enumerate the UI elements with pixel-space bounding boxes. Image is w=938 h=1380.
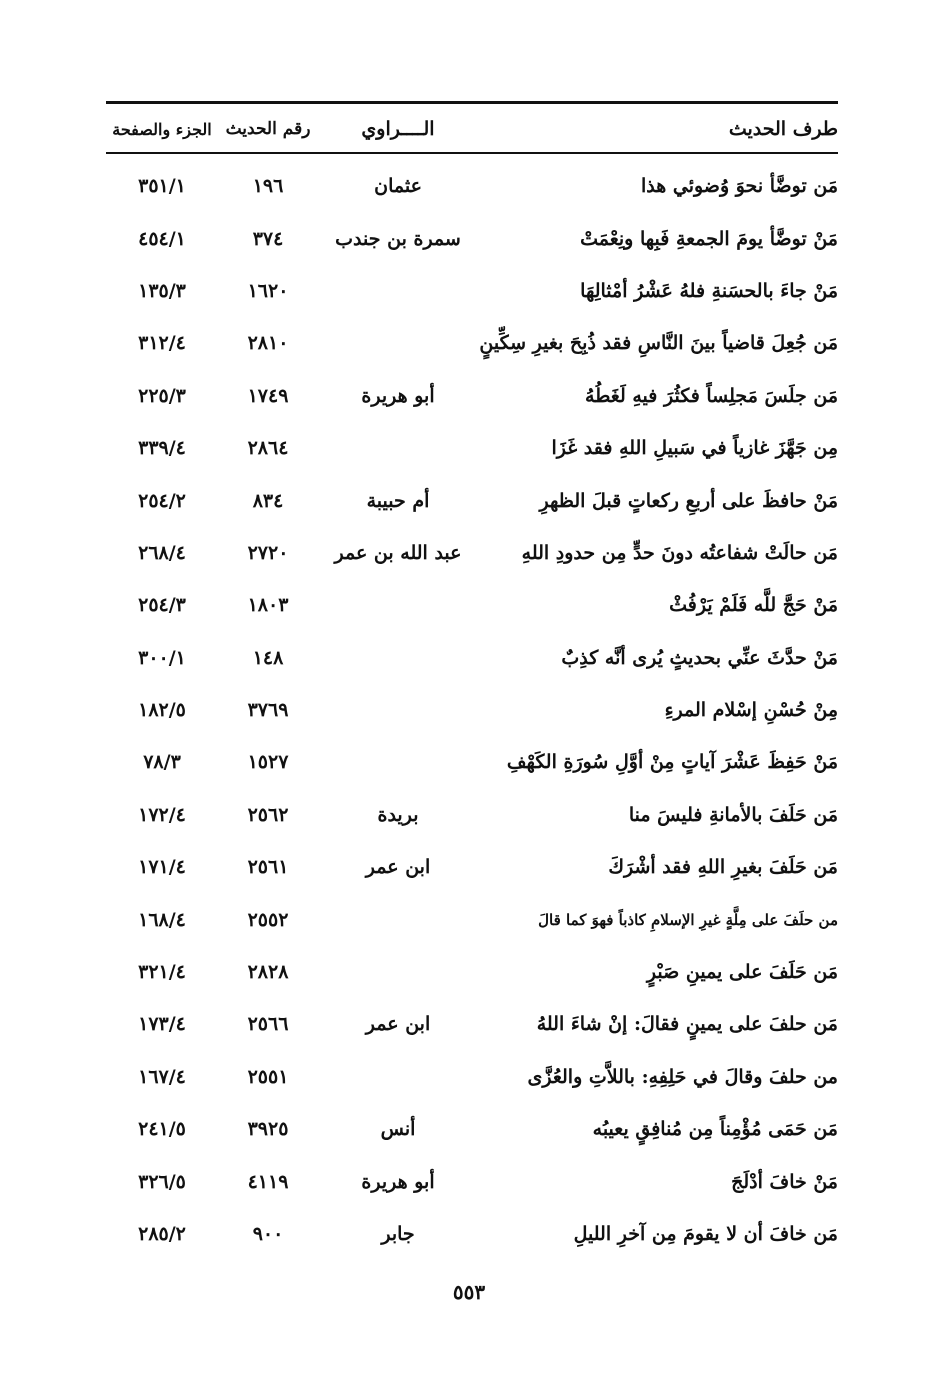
narrator xyxy=(318,946,478,998)
narrator xyxy=(318,265,478,317)
page-number: ٥٥٣ xyxy=(452,1280,486,1304)
hadith-text: مَن خافَ أن لا يقومَ مِن آخرِ الليلِ xyxy=(573,1223,838,1245)
hadith-number: ٢٥٥٢ xyxy=(247,908,289,931)
volume-page: ١٦٧/٤ xyxy=(138,1065,186,1088)
narrator: أبو هريرة xyxy=(361,384,435,407)
volume-page: ٢٨٥/٢ xyxy=(138,1223,186,1245)
hadith-number: ٢٨٦٤ xyxy=(247,437,289,460)
table-row xyxy=(106,474,838,526)
volume-page: ١٨٢/٥ xyxy=(138,699,186,722)
narrator: عثمان xyxy=(374,175,422,198)
hadith-text: مَنْ حَجَّ للَّه فَلَمْ يَرْفُثْ xyxy=(669,594,838,617)
narrator xyxy=(318,632,478,684)
narrator xyxy=(318,579,478,631)
header-volume-page: الجزء والصفحة xyxy=(112,119,212,139)
narrator: أم حبيبة xyxy=(366,489,430,512)
volume-page: ٣١٢/٤ xyxy=(138,332,186,355)
volume-page: ١٦٨/٤ xyxy=(138,908,186,931)
volume-page: ٢٤١/٥ xyxy=(138,1118,186,1141)
volume-page: ٣٣٩/٤ xyxy=(138,437,186,460)
narrator: أنس xyxy=(380,1118,416,1141)
narrator xyxy=(318,317,478,369)
hadith-text: مَنْ توضَّأ يومَ الجمعةِ فَبِها ونِعْمَتْ xyxy=(580,227,838,250)
hadith-number: ١٤٨ xyxy=(252,646,284,669)
table-row xyxy=(106,422,838,474)
table-row xyxy=(106,1155,838,1207)
hadith-text: مَنْ خافَ أدْلَجَ xyxy=(731,1170,838,1193)
table-row xyxy=(106,527,838,579)
narrator: سمرة بن جندب xyxy=(335,227,461,250)
table-row xyxy=(106,789,838,841)
hadith-number: ١٩٦ xyxy=(252,175,284,198)
hadith-text: مَنْ حَفِظَ عَشْرَ آياتٍ مِنْ أوَّلِ سُورَةِ الكَهْفِ xyxy=(506,751,838,774)
hadith-number: ٣٧٤ xyxy=(252,227,284,250)
hadith-text: مَن جُعِلَ قاضياً بينَ النَّاسِ فقد ذُبِحَ بغيرِ سِكِّينٍ xyxy=(479,332,838,355)
volume-page: ٣٠٠/١ xyxy=(138,646,186,669)
table-row xyxy=(106,212,838,264)
hadith-number: ٩٠٠ xyxy=(252,1223,284,1245)
volume-page: ٣٢١/٤ xyxy=(138,961,186,984)
hadith-number: ٣٧٦٩ xyxy=(247,699,289,722)
volume-page: ١٧١/٤ xyxy=(138,856,186,879)
hadith-text: مَن حلفَ على يمينٍ فقالَ: إنْ شاءَ اللهُ xyxy=(536,1013,838,1036)
hadith-index-table xyxy=(106,160,838,1260)
hadith-text: مَن جلَسَ مَجلِساً فكثُرَ فيهِ لَغَطُهُ xyxy=(585,384,838,407)
narrator xyxy=(318,422,478,474)
hadith-text: مَنْ حدَّثَ عنِّي بحديثٍ يُرى أنَّه كذِبٌ xyxy=(561,646,838,669)
hadith-number: ٣٩٢٥ xyxy=(247,1118,289,1141)
header-hadith-text: طرف الحديث xyxy=(728,118,838,140)
hadith-number: ١٥٢٧ xyxy=(247,751,289,774)
hadith-text: من حلفَ وقالَ في حَلِفِهِ: باللاَّتِ والعُزَّى xyxy=(527,1065,838,1088)
hadith-text: مَن حالَتْ شفاعتُه دونَ حدٍّ مِن حدودِ اللهِ xyxy=(521,541,838,564)
table-row xyxy=(106,946,838,998)
hadith-number: ٢٧٢٠ xyxy=(247,541,289,564)
hadith-number: ٢٥٥١ xyxy=(247,1065,289,1088)
hadith-number: ٢٨٢٨ xyxy=(247,961,289,984)
narrator: ابن عمر xyxy=(365,856,431,879)
table-row xyxy=(106,736,838,788)
hadith-text: مَن حَلَفَ بالأمانةِ فليسَ منا xyxy=(628,803,838,826)
narrator xyxy=(318,684,478,736)
hadith-number: ١٦٢٠ xyxy=(247,279,289,302)
volume-page: ١٧٢/٤ xyxy=(138,803,186,826)
narrator: بريدة xyxy=(377,803,419,826)
hadith-number: ٤١١٩ xyxy=(247,1170,289,1193)
table-row xyxy=(106,317,838,369)
table-row xyxy=(106,841,838,893)
table-row xyxy=(106,893,838,945)
table-row xyxy=(106,1208,838,1260)
header-narrator: الــــراوي xyxy=(361,118,435,140)
hadith-text: مَن حَمَى مُؤْمِناً مِن مُنافِقٍ يعيبُه xyxy=(592,1118,838,1141)
hadith-number: ٢٥٦١ xyxy=(247,856,289,879)
narrator xyxy=(318,1051,478,1103)
table-row xyxy=(106,579,838,631)
narrator: جابر xyxy=(381,1223,415,1245)
header-hadith-number: رقم الحديث xyxy=(225,119,311,139)
table-header xyxy=(106,108,838,150)
hadith-text: من حلَفَ على مِلَّةٍ غيرِ الإسلامِ كاذباً فهوَ كما قالَ xyxy=(538,910,838,929)
volume-page: ٣٥١/١ xyxy=(138,175,186,198)
narrator: عبد الله بن عمر xyxy=(334,541,462,564)
hadith-number: ١٨٠٣ xyxy=(247,594,289,617)
volume-page: ٤٥٤/١ xyxy=(138,227,186,250)
volume-page: ١٧٣/٤ xyxy=(138,1013,186,1036)
header-rule xyxy=(106,152,838,154)
table-row xyxy=(106,265,838,317)
narrator: أبو هريرة xyxy=(361,1170,435,1193)
volume-page: ٢٥٤/٢ xyxy=(138,489,186,512)
hadith-text: مَنْ جاءَ بالحسَنةِ فلهُ عَشْرُ أمْثالِهَا xyxy=(580,279,838,302)
table-row xyxy=(106,632,838,684)
hadith-text: مَنْ حافظَ على أربعِ ركعاتٍ قبلَ الظهرِ xyxy=(539,489,838,512)
hadith-text: مَن توضَّأ نحوَ وُضوئي هذا xyxy=(640,175,838,198)
table-row xyxy=(106,998,838,1050)
hadith-text: مَن حَلَفَ بغيرِ اللهِ فقد أشْرَكَ xyxy=(608,856,838,879)
table-row xyxy=(106,1103,838,1155)
hadith-text: مِن جَهَّزَ غازياً في سَبيلِ اللهِ فقد غَزَا xyxy=(551,437,838,460)
volume-page: ٣٢٦/٥ xyxy=(138,1170,186,1193)
hadith-number: ٢٥٦٦ xyxy=(247,1013,289,1036)
top-rule xyxy=(106,101,838,104)
volume-page: ٢٦٨/٤ xyxy=(138,541,186,564)
hadith-number: ٢٨١٠ xyxy=(247,332,289,355)
hadith-number: ٢٥٦٢ xyxy=(247,803,289,826)
hadith-text: مِنْ حُسْنِ إسْلام المرءِ xyxy=(664,699,838,722)
table-row xyxy=(106,684,838,736)
narrator xyxy=(318,736,478,788)
table-row xyxy=(106,160,838,212)
volume-page: ٧٨/٣ xyxy=(143,751,181,774)
hadith-text: مَن حَلَفَ على يمينِ صَبْرٍ xyxy=(646,961,838,984)
table-row xyxy=(106,370,838,422)
hadith-number: ٨٣٤ xyxy=(252,489,284,512)
volume-page: ١٣٥/٣ xyxy=(138,279,186,302)
volume-page: ٢٥٤/٣ xyxy=(138,594,186,617)
narrator: ابن عمر xyxy=(365,1013,431,1036)
volume-page: ٢٢٥/٣ xyxy=(138,384,186,407)
hadith-number: ١٧٤٩ xyxy=(247,384,289,407)
narrator xyxy=(318,893,478,945)
table-row xyxy=(106,1051,838,1103)
